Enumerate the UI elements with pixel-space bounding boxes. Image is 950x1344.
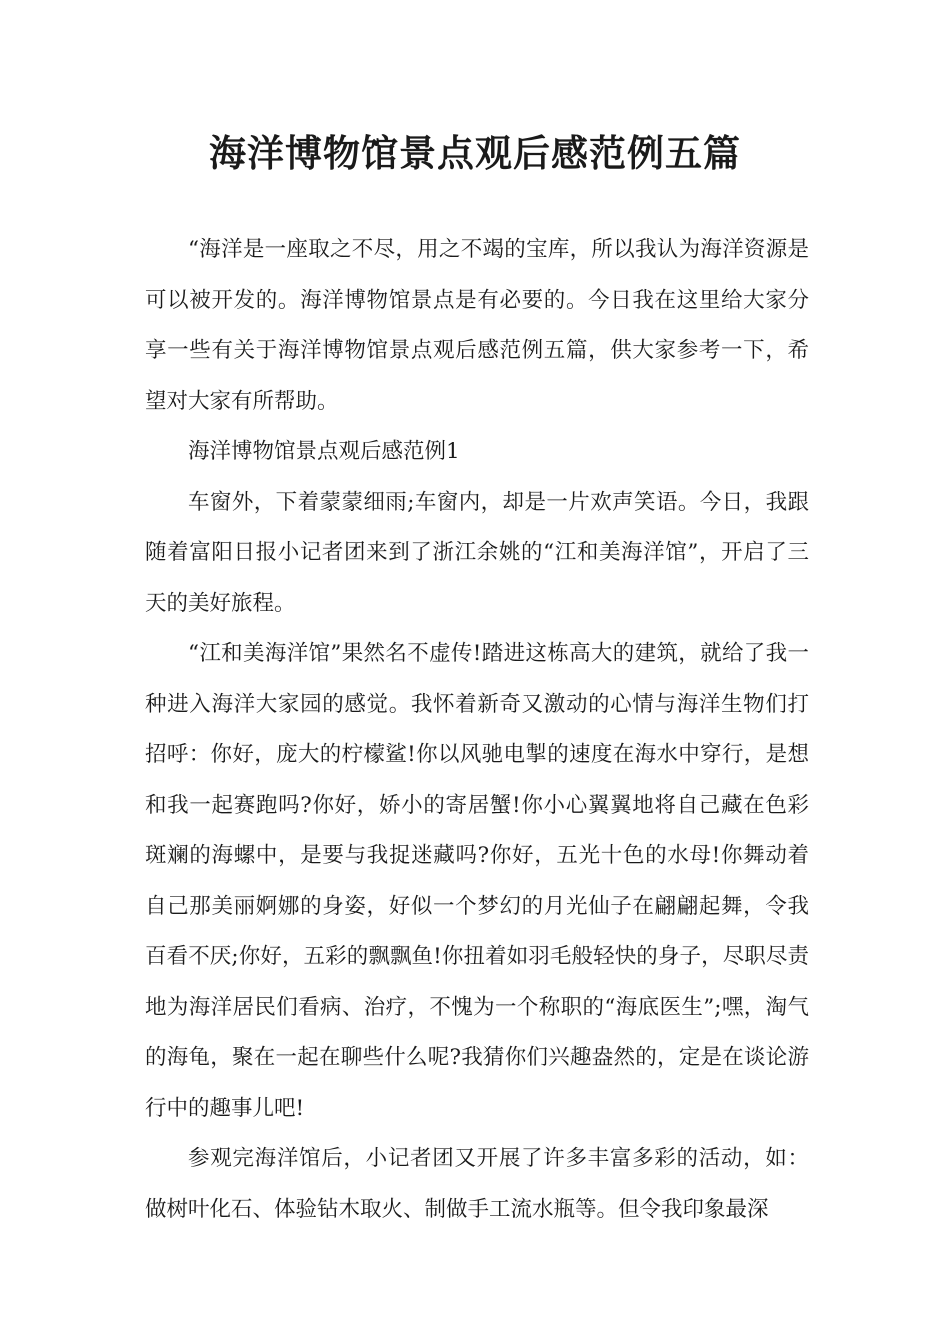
intro-paragraph: “海洋是一座取之不尽，用之不竭的宝库，所以我认为海洋资源是可以被开发的。海洋博物馆景点是有必要的。今日我在这里给大家分享一些有关于海洋博物馆景点观后感范例五篇，供大家参考一下，希望对大家有所帮助。 xyxy=(145,237,809,414)
body-paragraph: “江和美海洋馆”果然名不虚传!踏进这栋高大的建筑，就给了我一种进入海洋大家园的感觉。我怀着新奇又激动的心情与海洋生物们打招呼：你好，庞大的柠檬鲨!你以风驰电掣的速度在海水中穿行，是想和我一起赛跑吗?你好，娇小的寄居蟹!你小心翼翼地将自己藏在色彩斑斓的海螺中，是要与我捉迷藏吗?你好，五光十色的水母!你舞动着自己那美丽婀娜的身姿，好似一个梦幻的月光仙子在翩翩起舞，令我百看不厌;你好，五彩的飘飘鱼!你扭着如羽毛般轻快的身子，尽职尽责地为海洋居民们看病、治疗，不愧为一个称职的“海底医生”;嘿，淘气的海龟，聚在一起在聊些什么呢?我猜你们兴趣盎然的，定是在谈论游行中的趣事儿吧! xyxy=(145,641,809,1121)
document-body xyxy=(145,225,809,1235)
document-title: 海洋博物馆景点观后感范例五篇 xyxy=(209,132,741,175)
section-heading: 海洋博物馆景点观后感范例1 xyxy=(188,439,460,464)
body-paragraph: 车窗外，下着蒙蒙细雨;车窗内，却是一片欢声笑语。今日，我跟随着富阳日报小记者团来到了浙江余姚的“江和美海洋馆”，开启了三天的美好旅程。 xyxy=(145,489,809,616)
body-paragraph: 参观完海洋馆后，小记者团又开展了许多丰富多彩的活动，如：做树叶化石、体验钻木取火、制做手工流水瓶等。但令我印象最深 xyxy=(145,1146,809,1222)
